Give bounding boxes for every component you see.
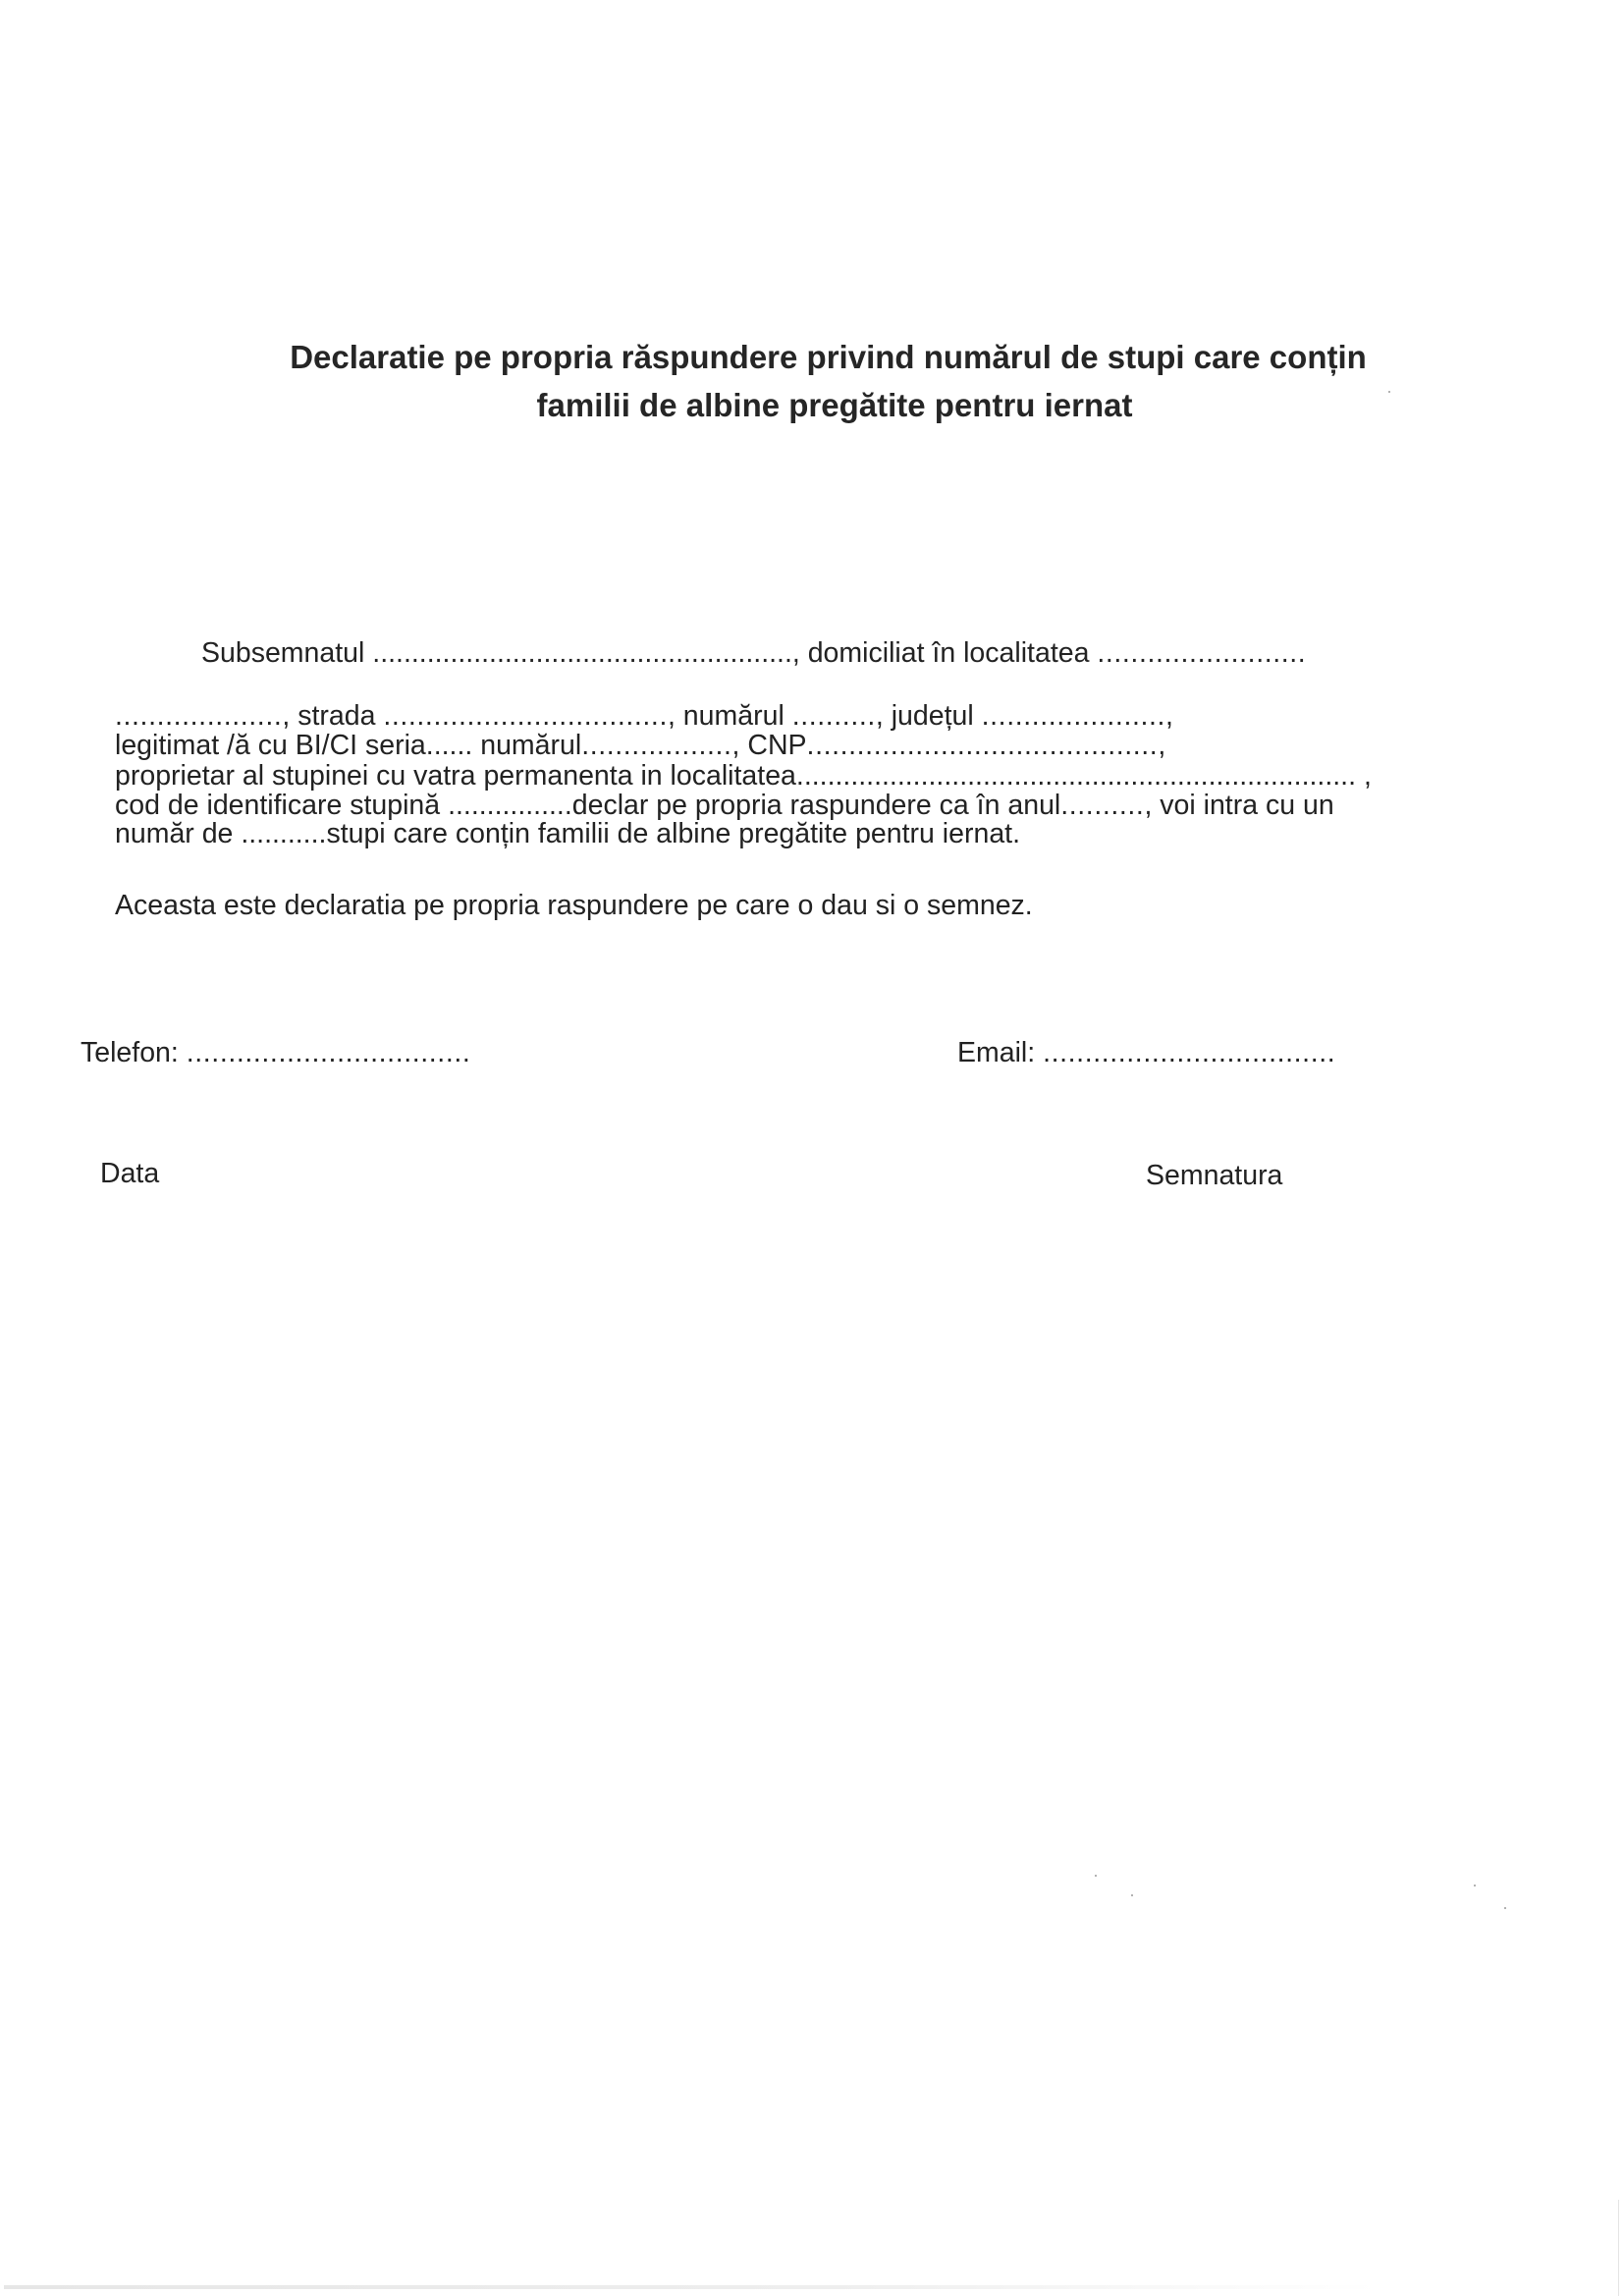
text-judetul: , județul bbox=[875, 700, 982, 732]
email-label: Email: bbox=[957, 1037, 1044, 1068]
text-numarul-ci: numărul bbox=[472, 730, 582, 761]
body-line-4 bbox=[115, 759, 1372, 793]
localitate-field[interactable]: ......................... bbox=[1097, 637, 1307, 669]
cod-stupina-field[interactable]: ................ bbox=[448, 790, 572, 821]
anul-field[interactable]: .......... bbox=[1060, 790, 1145, 821]
text-strada: , strada bbox=[282, 700, 384, 732]
line4-trail: , bbox=[1356, 760, 1372, 792]
label-subsemnatul: Subsemnatul bbox=[201, 637, 373, 669]
scan-speck bbox=[1388, 391, 1390, 393]
email-field[interactable]: ................................... bbox=[1043, 1037, 1336, 1068]
numar-stupi-field[interactable]: ........... bbox=[241, 818, 327, 849]
strada-field[interactable]: .................................. bbox=[383, 700, 668, 732]
semnatura-label: Semnatura bbox=[1146, 1160, 1283, 1191]
scan-speck bbox=[1504, 1907, 1506, 1909]
telefon-row bbox=[81, 1036, 470, 1069]
scan-edge-line bbox=[1618, 2200, 1619, 2296]
name-field[interactable]: ...................................................... bbox=[372, 637, 792, 669]
body-line-6 bbox=[115, 817, 1020, 850]
text-voi-intra: , voi intra cu un bbox=[1144, 790, 1334, 821]
text-numar-de: număr de bbox=[115, 818, 242, 849]
document-title-line2: familii de albine pregătite pentru iernat bbox=[536, 387, 1133, 423]
telefon-label: Telefon: bbox=[81, 1037, 187, 1068]
body-line-1 bbox=[201, 636, 1306, 670]
cnp-field[interactable]: .......................................... bbox=[806, 730, 1159, 761]
scan-speck bbox=[1095, 1875, 1097, 1877]
line3-trail: , bbox=[1158, 730, 1166, 761]
email-row bbox=[957, 1036, 1335, 1069]
data-label: Data bbox=[100, 1158, 160, 1189]
ci-seria-field[interactable]: ...... bbox=[425, 730, 473, 761]
judet-field[interactable]: ...................... bbox=[981, 700, 1166, 732]
telefon-field[interactable]: .................................. bbox=[186, 1037, 471, 1068]
body-line-2 bbox=[115, 699, 1173, 733]
line2-trail: , bbox=[1165, 700, 1173, 732]
ci-numar-field[interactable]: .................. bbox=[581, 730, 732, 761]
scan-edge-band bbox=[4, 2285, 1379, 2289]
text-numarul: , numărul bbox=[667, 700, 792, 732]
numar-field[interactable]: .......... bbox=[791, 700, 876, 732]
closing-statement: Aceasta este declaratia pe propria raspundere pe care o dau si o semnez. bbox=[115, 890, 1033, 921]
text-proprietar: proprietar al stupinei cu vatra permanenta in localitatea bbox=[115, 760, 796, 792]
scan-speck bbox=[1474, 1885, 1476, 1886]
document-title-line1: Declaratie pe propria răspundere privind numărul de stupi care conțin bbox=[290, 339, 1367, 375]
vatra-localitate-field[interactable]: ........................................................................ bbox=[795, 760, 1357, 792]
body-line-3 bbox=[115, 729, 1165, 762]
localitate-field-continued[interactable]: .................... bbox=[115, 700, 283, 732]
text-legitimat: legitimat /ă cu BI/CI seria bbox=[115, 730, 426, 761]
text-stupi-care: stupi care conțin familii de albine pregătite pentru iernat. bbox=[326, 818, 1021, 849]
text-cnp: , CNP bbox=[731, 730, 807, 761]
text-declar: declar pe propria raspundere ca în anul bbox=[571, 790, 1061, 821]
text-cod-identificare: cod de identificare stupină bbox=[115, 790, 449, 821]
text-domiciliat: , domiciliat în localitatea bbox=[791, 637, 1098, 669]
scan-speck bbox=[1131, 1894, 1133, 1896]
